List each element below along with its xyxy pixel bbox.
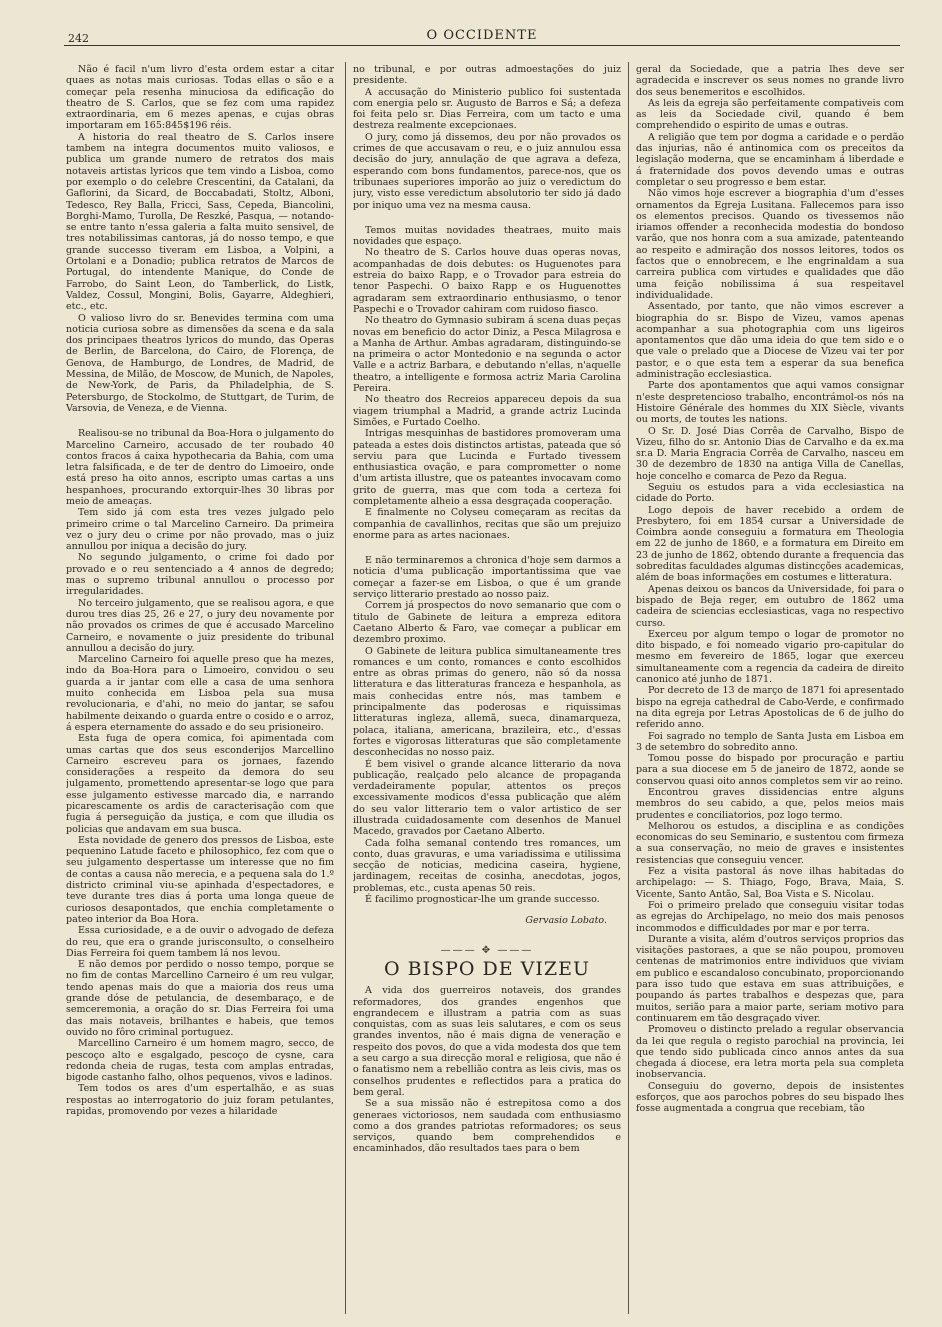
column-1 <box>66 64 334 1314</box>
paragraph: Seguiu os estudos para a vida ecclesiastica na cidade do Porto. <box>636 481 904 505</box>
paragraph: No terceiro julgamento, que se realisou agora, e que durou tres dias 25, 26 e 27, o jury deu novamente por não provados os crimes de que é accusado Marcelino Carneiro, e novamente o juiz presidente do tribunal annullou a decisão do jury. <box>66 597 334 654</box>
paragraph: No segundo julgamento, o crime foi dado por provado e o reu sentenciado a 4 annos de degredo; mas o supremo tribunal annullou o processo por irregularidades. <box>66 552 334 598</box>
page-number: 242 <box>68 32 89 45</box>
author-signature: Gervasio Lobato. <box>525 915 607 927</box>
paragraph: Tem todos os ares d'um espertalhão, e as suas respostas ao interrogatorio do juiz foram petulantes, rapidas, promovendo por vezes a hilaridade <box>66 1083 334 1118</box>
paragraph: A religião que tem por dogma a caridade e o perdão das injurias, não é antinomica com os preceitos da legislação moderna, que se encaminham á liberdade e á fraternidade dos povos devendo umas e outras completar o seu progresso e bem estar. <box>636 131 904 188</box>
header-rule <box>64 45 900 46</box>
paragraph: A historia do real theatro de S. Carlos insere tambem na integra documentos muito valiosos, e publica um grande numero de retratos dos mais notaveis artistas lyricos que tem vindo a Lisboa, como por exemplo o do celebre Crescentini, da Catalani, da Gaflorini, da Sicard, de Boccabadati, Stoltz, Alboni, Tedesco, Rey Balla, Fricci, Sass, Cepeda, Biancolini, Borghi-Mamo, Turolla, De Reszké, Pasqua, — notando-se entre tanto n'essa galeria a falta muito sensivel, de tres notabilissimas cantoras, já do nosso tempo, e que grande successo tiveram em Lisboa, a Volpini, a Ortolani e a Donadio; publica retratos de Marcos de Portugal, do intendente Manique, do Conde de Farrobo, do Saint Leon, do Tamberlick, do Listk, Valdez, Cossul, Mongini, Bolis, Gayarre, Aldeghieri, etc., etc. <box>66 131 334 313</box>
paragraph: O Gabinete de leitura publica simultaneamente tres romances e um conto, romances e conto escolhidos entre as obras primas do genero, não só da nossa litteratura e das litteraturas franceza e hespanhola, as mais conhecidas entre nós, mas tambem e principalmente das poderosas e riquissimas litteraturas ingleza, allemã, sueca, dinamarqueza, polaca, italiana, americana, brazileira, etc., d'essas fortes e vigorosas litteraturas que são completamente desconhecidas no nosso paiz. <box>353 645 621 759</box>
paragraph: Conseguiu do governo, depois de insistentes esforços, que aos parochos pobres do seu bispado lhes fosse augmentada a congrua que recebiam, tão <box>636 1080 904 1115</box>
paragraph: Encontrou graves dissidencias entre alguns membros do seu cabido, a que, pelos meios mais prudentes e conciliatorios, poz logo termo. <box>636 787 904 821</box>
paragraph: As leis da egreja são perfeitamente compativeis com as leis da Sociedade civil, quando é bem comprehendido o espirito de umas e outras. <box>636 97 904 132</box>
paragraph: Realisou-se no tribunal da Boa-Hora o julgamento do Marcelino Carneiro, accusado de ter roubado 40 contos fracos á caixa hypothecaria da Bahia, com uma letra falsificada, e de ter de dentro do Limoeiro, onde está preso ha oito annos, escripto umas cartas a uns hespanhoes, procurando extorquir-lhes 30 libras por meio de ameaças. <box>66 428 334 507</box>
paragraph: Não vimos hoje escrever a biographia d'um d'esses ornamentos da Egreja Lusitana. Fallecemos para isso os elementos precisos. Quando os tivessemos não iriamos offender a reconhecida modestia do bondoso varão, que nos honra com a sua amizade, patenteando ao respeito e admiração dos nossos leitores, todos os factos que o ennobrecem, e lhe engrinaldam a sua carreira publica com virtudes e qualidades que dão uma feição nobilissima á sua respeitavel individualidade. <box>636 188 904 301</box>
paragraph: A accusação do Ministerio publico foi sustentada com energia pelo sr. Augusto de Barros e Sá; a defeza foi feita pelo sr. Dias Ferreira, com um tacto e uma destreza realmente excepcionaes. <box>353 86 621 132</box>
column-divider <box>345 62 346 1314</box>
paragraph: Assentado, por tanto, que não vimos escrever a biographia do sr. Bispo de Vizeu, vamos apenas acompanhar a sua photographia com uns ligeiros apontamentos que dão uma ideia do que tem sido e o que vale o prelado que a Diocese de Vizeu vai ter por pastor, e o que esta tem a esperar da sua benefica administração ecclesiastica. <box>636 301 904 381</box>
paragraph: O jury, como já dissemos, deu por não provados os crimes de que accusavam o reu, e o juiz annulou essa decisão do jury, annulação de que agrava a defeza, esperando com bons fundamentos, parece-nos, que os tribunaes superiores imporão ao juiz o veredictum do jury, visto esse veredictum absolutorio ter sido já dado por iniquo uma vez na mesma causa. <box>353 131 621 211</box>
paragraph: Fez a visita pastoral ás nove ilhas habitadas do archipelago: — S. Thiago, Fogo, Brava, Maia, S. Vicente, Santo Antão, Sal, Boa Vista e S. Nicolau. <box>636 866 904 900</box>
paragraph: Tomou posse do bispado por procuração e partiu para a sua diocese em 5 de janeiro de 1872, aonde se conservou quasi oito annos completos sem vir ao reino. <box>636 753 904 787</box>
paragraph: Apenas deixou os bancos da Universidade, foi para o bispado de Beja reger, em outubro de 1862 uma cadeira de sciencias ecclesiasticas, vaga no respectivo curso. <box>636 583 904 629</box>
paragraph: E não demos por perdido o nosso tempo, porque se no fim de contas Marcellino Carneiro é um reu vulgar, tendo apenas mais do que a maioria dos reus uma grande dóse de petulancia, de desembaraço, e de semceremonia, a oração do sr. Dias Ferreira foi uma das mais notaveis, brilhantes e habeis, que temos ouvido no fôro criminal portuguez. <box>66 959 334 1038</box>
paragraph: Parte dos apontamentos que aqui vamos consignar n'este despretencioso trabalho, encontrámol-os nós na Histoire Générale des hommes du XIX Siècle, vivants ou morts, de toutes les nations. <box>636 380 904 426</box>
paragraph: Esta novidade de genero dos pressos de Lisboa, este pequenino Latude faceto e philosophico, fez com que o seu julgamento despertasse um interesse que no fim de contas a causa não merecia, e a pequena sala do 1.º districto criminal viu-se apinhada d'espectadores, e teve durante tres dias á porta uma longa queue de curiosos desapontados, que enchia completamente o pateo interior da Boa Hora. <box>66 834 334 925</box>
paragraph: E finalmente no Colyseu começaram as recitas da companhia de cavallinhos, recitas que são um prejuizo enorme para as artes nacionaes. <box>353 507 621 541</box>
paragraph: E não terminaremos a chronica d'hoje sem darmos a noticia d'uma publicação importantissima que vae começar a fazer-se em Lisboa, o que é um grande serviço litterario prestado ao nosso paiz. <box>353 555 621 601</box>
paragraph: Promoveu o distincto prelado a regular observancia da lei que regula o registo parochial na provincia, lei que tendo sido publicada cinco annos antes da sua chegada á diocese, era letra morta pela sua completa inobservancia. <box>636 1024 904 1081</box>
paragraph: O valioso livro do sr. Benevides termina com uma noticia curiosa sobre as dimensões da scena e da sala dos principaes theatros lyricos do mundo, das Operas de Berlin, de Barcelona, do Cairo, de Florença, de Genova, de Hamburgo, de Londres, de Madrid, de Messina, de Milão, de Moscow, de Munich, de Napoles, de New-York, de Paris, da Philadelphia, de S. Petersburgo, de Stockolmo, de Stuttgart, de Turim, de Varsovia, de Veneza, e de Vienna. <box>66 312 334 414</box>
paragraph: É bem visivel o grande alcance litterario da nova publicação, realçado pelo alcance de propaganda verdadeiramente popular, attentos os preços excessivamente modicos d'essa publicação que além do seu valor litterario tem o valor artistico de ser illustrada cuidadosamente com desenhos de Manuel Macedo, gravados por Caetano Alberto. <box>353 758 621 838</box>
paragraph: No theatro dos Recreios appareceu depois da sua viagem triumphal a Madrid, a grande actriz Lucinda Simões, e Furtado Coelho. <box>353 394 621 428</box>
paragraph: Não é facil n'um livro d'esta ordem estar a citar quaes as notas mais curiosas. Todas ellas o são e a começar pela resenha minuciosa da edificação do theatro de S. Carlos, que se fez com uma rapidez extraordinaria, em 6 mezes apenas, e cujas obras importaram em 165:845$196 réis. <box>66 64 334 132</box>
paragraph: Durante a visita, além d'outros serviços proprios das visitações pastoraes, a que se não poupou, promoveu centenas de matrimonios entre individuos que viviam em publico e escandaloso concubinato, proporcionando para isso tudo que estava em suas attribuições, e poupando ás partes trabalhos e despezas que, para muitos, serião para a maior parte, seriam motivo para continuarem em tão desgraçado viver. <box>636 933 904 1024</box>
journal-title: O OCCIDENTE <box>426 28 538 43</box>
paragraph: Tem sido já com esta tres vezes julgado pelo primeiro crime o tal Marcelino Carneiro. Da primeira vez o jury deu o crime por não provado, mas o juiz annullou por iniqua a decisão do jury. <box>66 507 334 553</box>
column-3 <box>636 64 904 1314</box>
column-divider <box>628 62 629 1314</box>
paragraph: Cada folha semanal contendo tres romances, um conto, duas gravuras, e uma variadissima e utilissima secção de noticias, medicina caseira, hygiene, jardinagem, receitas de cosinha, anecdotas, jogos, problemas, etc., custa apenas 50 reis. <box>353 837 621 894</box>
paragraph: A vida dos guerreiros notaveis, dos grandes reformadores, dos grandes engenhos que engrandecem e illustram a patria com as suas conquistas, com as suas leis salutares, e com os seus grandes inventos, não é mais digna de veneração e respeito dos povos, do que a vida modesta dos que tem a seu cargo a sua direcção moral e religiosa, que não é o fanatismo nem a rebellião contra as leis civis, mas os conselhos prudentes e reflectidos para a pratica do bem geral. <box>353 985 621 1098</box>
page-header <box>64 26 900 50</box>
paragraph: Essa curiosidade, e a de ouvir o advogado de defeza do reu, que era o grande jurisconsulto, o conselheiro Dias Ferreira foi quem tambem lá nos levou. <box>66 925 334 959</box>
paragraph: Logo depois de haver recebido a ordem de Presbytero, foi em 1854 cursar a Universidade de Coimbra aonde conseguiu a formatura em Theologia em 22 de junho de 1860, e a formatura em Direito em 23 de junho de 1862, obtendo durante a frequencia das sobreditas faculdades algumas distincções academicas, além de boas informações em costumes e litteratura. <box>636 504 904 584</box>
paragraph: É facilimo prognosticar-lhe um grande successo. <box>365 894 600 906</box>
paragraph: No theatro do Gymnasio subiram á scena duas peças novas em beneficio do actor Diniz, a Pesca Milagrosa e a Manha de Arthur. Ambas agradaram, distinguindo-se na primeira o actor Montedonio e na segunda o actor Valle e a actriz Barbara, e debutando n'ellas, n'aquelle theatro, a intelligente e formosa actriz Maria Carolina Pereira. <box>353 315 621 395</box>
paragraph: Correm já prospectos do novo semanario que com o titulo de Gabinete de leitura a empreza editora Caetano Alberto & Faro, vae começar a publicar em dezembro proximo. <box>353 600 621 646</box>
paragraph: Esta fuga de opera comica, foi apimentada com umas cartas que dos seus esconderijos Marcellino Carneiro escreveu para os jornaes, fazendo considerações a respeito da demora do seu julgamento, promettendo apresentar-se logo que para esse julgamento estivesse marcado dia, e narrando picarescamente os ardis de caracterisação com que fugia á perseguição da justiça, e com que illudia os policias que andavam em sua busca. <box>66 733 334 835</box>
paragraph: Foi o primeiro prelado que conseguiu visitar todas as egrejas do Archipelago, no meio dos mais penosos incommodos e difficuldades por mar e por terra. <box>636 899 904 934</box>
section-title: O BISPO DE VIZEU <box>384 957 590 980</box>
paragraph: Foi sagrado no templo de Santa Justa em Lisboa em 3 de setembro do sobredito anno. <box>636 730 904 753</box>
paragraph: Intrigas mesquinhas de bastidores promoveram uma pateada a estes dois distinctos artistas, pateada que só serviu para que Lucinda e Furtado tivessem enthusiastica ovação, e para comprometter o nome d'um artista illustre, que os pateantes invocavam como grito de guerra, mas que com toda a certeza foi completamente alheio a essa desgraçada cooperação. <box>353 428 621 507</box>
paragraph: Exerceu por algum tempo o logar de promotor no dito bispado, e foi nomeado vigario pro-capitular do mesmo em fevereiro de 1865, logar que exerceu simultaneamente com a regencia da cadeira de direito canonico até junho de 1871. <box>636 628 904 686</box>
paragraph: Temos muitas novidades theatraes, muito mais novidades que espaço. <box>353 224 621 248</box>
paragraph: Marcellino Carneiro é um homem magro, secco, de pescoço alto e esgalgado, pescoço de cysne, cara redonda cheia de rugas, testa com amplas entradas, bigode castanho falho, olhos pequenos, vivos e ladinos. <box>66 1038 334 1084</box>
paragraph: No theatro de S. Carlos houve duas operas novas, acompanhadas de dois debutes: os Huguenotes para estreia do baixo Rapp, e o Trovador para estreia do tenor Paspechi. O baixo Rapp e os Huguenottes agradaram sem extraordinario enthusiasmo, o tenor Paspechi e o Trovador cahiram com ruidoso fiasco. <box>353 247 621 315</box>
paragraph: Por decreto de 13 de março de 1871 foi apresentado bispo na egreja cathedral de Cabo-Verde, e confirmado na dita egreja por Letras Apostolicas de 6 de julho do referido anno. <box>636 685 904 731</box>
section-ornament: ——— ✥ ——— <box>440 944 534 956</box>
paragraph: Se a sua missão não é estrepitosa como a dos generaes victoriosos, nem saudada com enthusiasmo como a dos grandes patriotas reformadores; os seus serviços, quando bem comprehendidos e encaminhados, dão resultados taes para o bem <box>353 1098 621 1155</box>
paragraph: geral da Sociedade, que a patria lhes deve ser agradecida e inscrever os seus nomes no grande livro dos seus benemeritos e escolhidos. <box>636 64 904 98</box>
column-2 <box>353 64 621 1314</box>
paragraph: Marcelino Carneiro foi aquelle preso que ha mezes, indo da Boa-Hora para o Limoeiro, convidou o seu guarda a ir jantar com elle a casa de uma senhora muito conhecida em Lisboa pela sua musa revolucionaria, e d'ahi, no meio do jantar, se safou habilmente deixando o guarda entre o cosido e o arroz, á espera eternamente do assado e do seu prisioneiro. <box>66 654 334 733</box>
paragraph: no tribunal, e por outras admoestações do juiz presidente. <box>353 64 621 87</box>
paragraph: O Sr. D. José Dias Corrêa de Carvalho, Bispo de Vizeu, filho do sr. Antonio Dias de Carvalho e da ex.ma sr.a D. Maria Engracia Corrêa de Carvalho, nasceu em 30 de dezembro de 1830 na antiga Villa de Canellas, hoje concelho e comarca de Pezo da Regua. <box>636 425 904 482</box>
paragraph: Melhorou os estudos, a disciplina e as condições economicas do seu Seminario, e sustentou com firmeza a sua conservação, no meio de graves e insistentes resistencias que conseguiu vencer. <box>636 820 904 866</box>
